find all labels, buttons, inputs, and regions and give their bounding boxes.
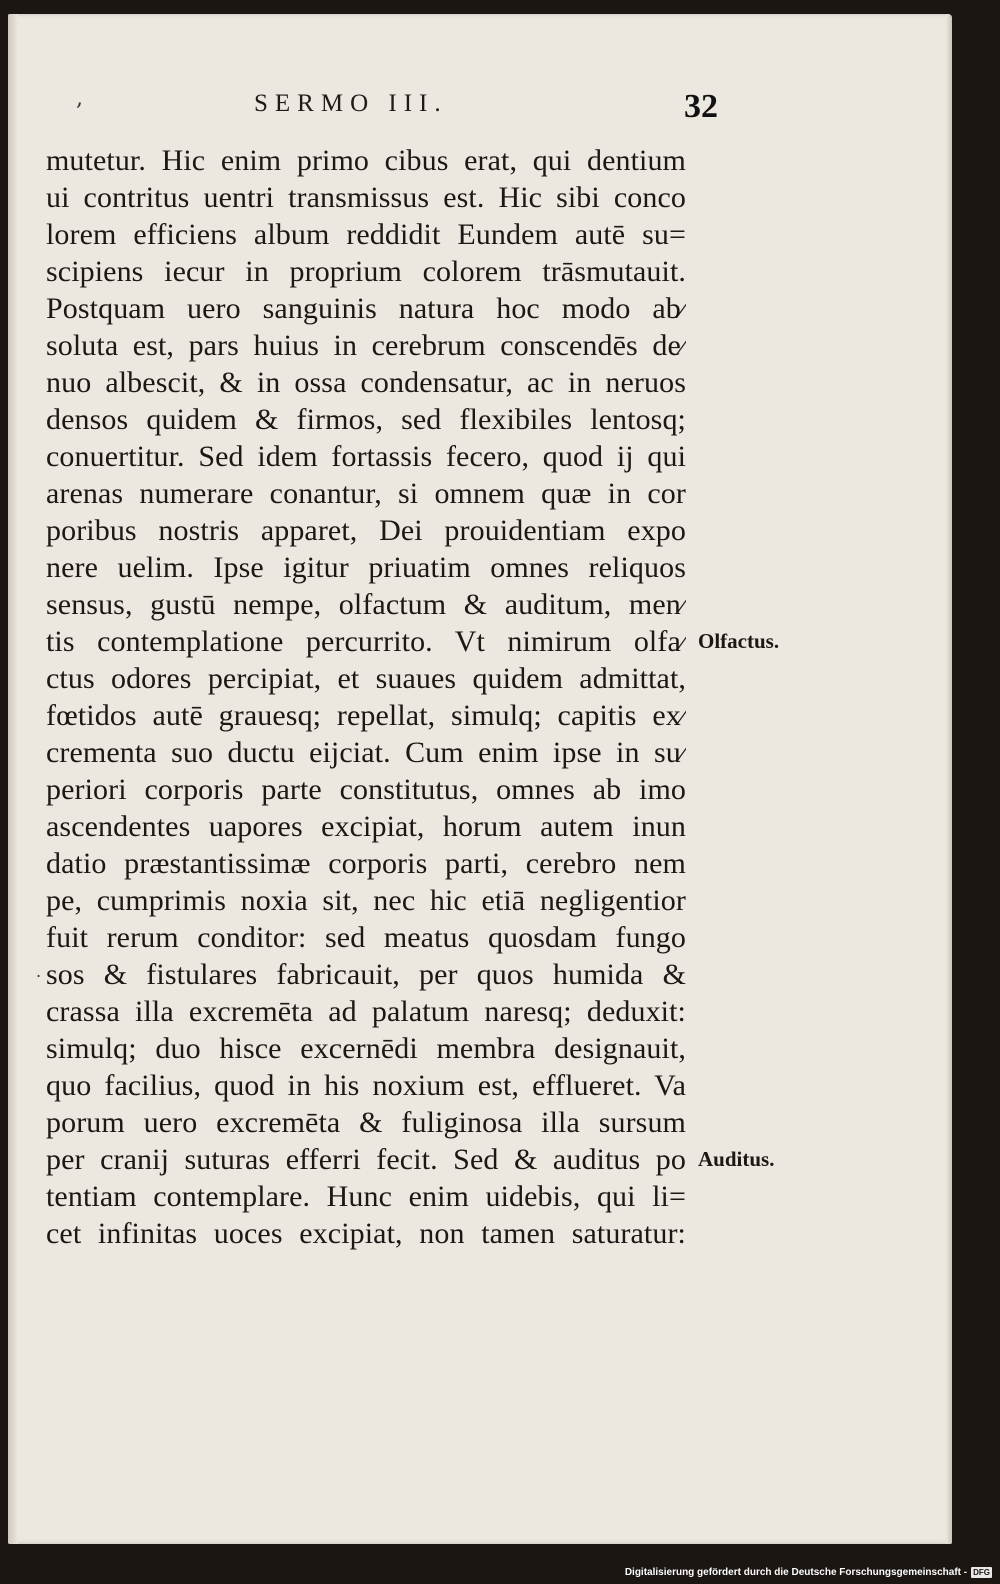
text-line: porum uero excremēta & fuliginosa illa sursum [46,1106,686,1139]
text-line: arenas numerare conantur, si omnem quæ in cor [46,477,686,510]
text-line: densos quidem & firmos, sed flexibiles lentosq; [46,403,686,436]
text-line: pe, cumprimis noxia sit, nec hic etiā negligentior [46,884,686,917]
text-line: Postquam uero sanguinis natura hoc modo ab⁄ [46,292,686,325]
dfg-logo-icon: DFG [973,1568,990,1577]
text-line: poribus nostris apparet, Dei prouidentiam expo [46,514,686,547]
page-gutter-shadow [8,14,18,1544]
text-line: nere uelim. Ipse igitur priuatim omnes reliquos [46,551,686,584]
ink-fleck: , [76,86,83,111]
text-line: datio præstantissimæ corporis parti, cerebro nem [46,847,686,880]
text-line: tentiam contemplare. Hunc enim uidebis, qui li= [46,1180,686,1213]
text-line: lorem efficiens album reddidit Eundem autē su= [46,218,686,251]
body-text [46,142,686,1252]
margin-note: Olfactus. [698,629,780,653]
text-line: sensus, gustū nempe, olfactum & auditum, men⁄ [46,588,686,621]
text-line: scipiens iecur in proprium colorem trāsmutauit. [46,255,686,288]
text-line: fuit rerum conditor: sed meatus quosdam fungo [46,921,686,954]
page-edge-shadow [946,14,952,1544]
page-number: 32 [684,88,718,125]
text-line: tis contemplatione percurrito. Vt nimirum olfa⁄ [46,625,686,658]
text-line: soluta est, pars huius in cerebrum conscendēs de⁄ [46,329,686,362]
text-line: fœtidos autē grauesq; repellat, simulq; capitis ex⁄ [46,699,686,732]
margin-note: Auditus. [698,1147,775,1171]
text-line: per cranij suturas efferri fecit. Sed & auditus po [46,1143,686,1176]
text-line: crassa illa excremēta ad palatum naresq; deduxit: [46,995,686,1028]
text-line: crementa suo ductu eijciat. Cum enim ipse in su⁄ [46,736,686,769]
text-line: cet infinitas uoces excipiat, non tamen saturatur: [46,1217,686,1250]
text-line: ui contritus uentri transmissus est. Hic sibi conco [46,181,686,214]
text-line: ctus odores percipiat, et suaues quidem admittat, [46,662,686,695]
digitization-footer [625,1567,992,1578]
ink-fleck: . [36,962,42,981]
text-line: periori corporis parte constitutus, omnes ab imo [46,773,686,806]
running-head: SERMO III. [254,90,448,117]
funding-notice: Digitalisierung gefördert durch die Deutsche Forschungsgemeinschaft - [624,1567,968,1578]
text-line: sos & fistulares fabricauit, per quos humida & [46,958,686,991]
text-line: ascendentes uapores excipiat, horum autem inun [46,810,686,843]
text-line: quo facilius, quod in his noxium est, efflueret. Va [46,1069,686,1102]
text-line: conuertitur. Sed idem fortassis fecero, quod ij qui [46,440,686,473]
text-line: nuo albescit, & in ossa condensatur, ac in neruos [46,366,686,399]
book-page [8,14,952,1544]
text-line: mutetur. Hic enim primo cibus erat, qui dentium [46,144,686,177]
text-line: simulq; duo hisce excernēdi membra designauit, [46,1032,686,1065]
